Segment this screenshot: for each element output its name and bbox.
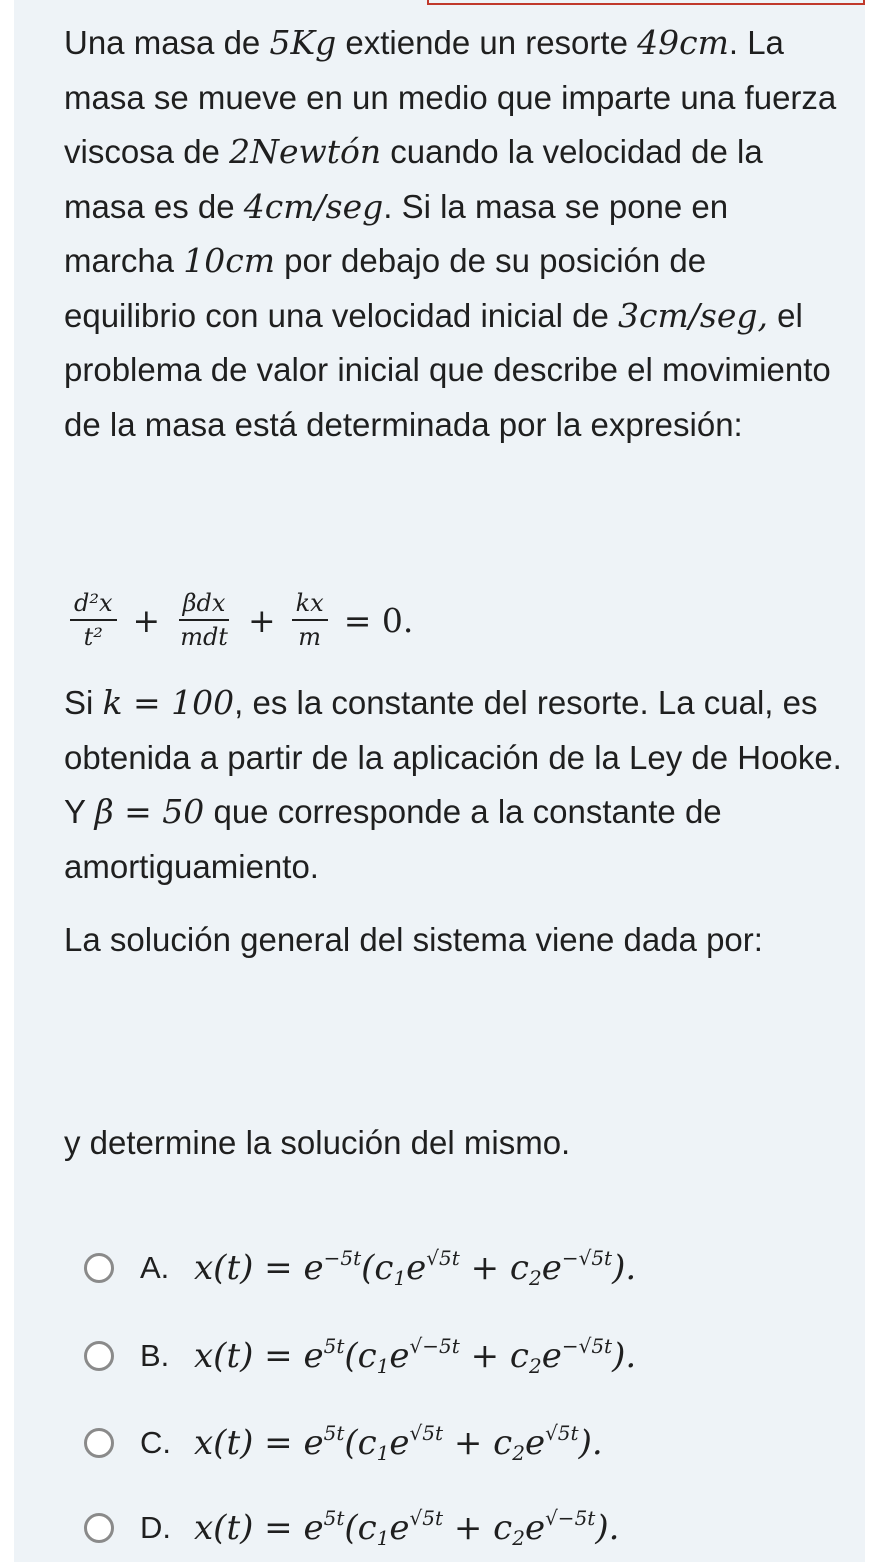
paragraph-2-text: , es la constante del resorte. La cual, es obtenida a partir de la aplicación de la Ley de Hooke. Y — [64, 684, 842, 830]
paragraph-2-text: Si — [64, 684, 103, 721]
radio-button[interactable] — [84, 1428, 114, 1458]
radio-button[interactable] — [84, 1341, 114, 1371]
option-expression — [194, 1506, 619, 1550]
fraction-1-denominator: t² — [83, 623, 103, 651]
option-d[interactable] — [84, 1498, 619, 1558]
option-expression — [194, 1246, 636, 1290]
option-letter: A. — [140, 1250, 170, 1285]
fraction-2 — [176, 589, 232, 651]
coefficient-1: (c — [361, 1248, 394, 1288]
equals-zero: = 0. — [343, 600, 414, 640]
fraction-1-numerator: d²x — [70, 589, 117, 621]
subscript-1: 1 — [376, 1354, 390, 1378]
coefficient-2: + c — [443, 1508, 513, 1548]
coefficient-2: + c — [459, 1336, 529, 1376]
subscript-1: 1 — [393, 1266, 407, 1290]
exp-base-1: e — [389, 1423, 410, 1463]
exp-base-2: e — [524, 1423, 546, 1463]
coefficient-1: (c — [344, 1336, 377, 1376]
problem-paragraph-3-wrapper — [64, 913, 844, 968]
subscript-2: 2 — [528, 1354, 542, 1378]
coefficient-1: (c — [344, 1423, 377, 1463]
option-a[interactable] — [84, 1238, 636, 1298]
problem-paragraph-3: La solución general del sistema viene dada por: — [64, 921, 763, 958]
closing-paren: ). — [612, 1248, 637, 1288]
exponent-2: −√5t — [561, 1334, 613, 1358]
top-accent-border — [427, 0, 865, 5]
exp-base-1: e — [389, 1508, 410, 1548]
paragraph-1-text: . La masa se mueve en un medio que imparte una fuerza viscosa de — [64, 24, 837, 170]
exponent-1: √−5t — [409, 1334, 460, 1358]
fraction-2-denominator: mdt — [180, 623, 228, 651]
fraction-1 — [70, 589, 117, 651]
option-expression — [194, 1421, 603, 1465]
radio-button[interactable] — [84, 1253, 114, 1283]
paragraph-1-text: Una masa de — [64, 24, 270, 61]
paragraph-1-math: 5Kg — [269, 23, 337, 62]
coefficient-1: (c — [344, 1508, 377, 1548]
problem-paragraph-4: y determine la solución del mismo. — [64, 1124, 571, 1161]
paragraph-2-math: β = 50 — [94, 792, 205, 831]
problem-paragraph-4-wrapper — [64, 1116, 844, 1171]
paragraph-2-text: que corresponde a la constante de amortiguamiento. — [64, 793, 722, 885]
plus-sign: + — [247, 600, 276, 640]
paragraph-2-math: k = 100 — [102, 683, 235, 722]
paragraph-1-math: 49cm — [637, 23, 729, 62]
subscript-1: 1 — [376, 1441, 390, 1465]
paragraph-1-text: el problema de valor inicial que describe el movimiento de la masa está determinada por la expresión: — [64, 296, 831, 443]
subscript-1: 1 — [376, 1526, 390, 1550]
fraction-3 — [292, 589, 328, 651]
option-letter: C. — [140, 1425, 171, 1460]
coefficient-2: + c — [459, 1248, 529, 1288]
fraction-2-numerator: βdx — [179, 589, 230, 621]
radio-button[interactable] — [84, 1513, 114, 1543]
coefficient-2: + c — [443, 1423, 513, 1463]
paragraph-1-text: . Si la masa se pone en marcha — [64, 187, 729, 279]
paragraph-1-math: 4cm/seg — [243, 186, 384, 226]
exponent: 5t — [323, 1506, 345, 1530]
paragraph-1-math: 2Newtón — [229, 132, 382, 171]
differential-equation — [64, 580, 423, 660]
option-letter: D. — [140, 1510, 171, 1545]
closing-paren: ). — [612, 1336, 637, 1376]
paragraph-1-text: por debajo de su posición de equilibrio con una velocidad inicial de — [64, 242, 707, 334]
exponent: −5t — [323, 1246, 362, 1270]
exponent-2: √−5t — [545, 1506, 596, 1530]
subscript-2: 2 — [512, 1526, 525, 1550]
exp-base-2: e — [541, 1336, 562, 1376]
plus-sign: + — [132, 600, 161, 640]
problem-paragraph-2 — [64, 676, 844, 894]
exponent-2: √5t — [545, 1421, 579, 1445]
exp-base-2: e — [524, 1508, 546, 1548]
exp-base-2: e — [541, 1248, 562, 1288]
subscript-2: 2 — [512, 1441, 525, 1465]
exponent-1: √5t — [426, 1246, 460, 1270]
option-expression — [194, 1334, 636, 1378]
exponent-1: √5t — [409, 1421, 444, 1445]
problem-paragraph-2-wrapper — [64, 676, 844, 894]
closing-paren: ). — [595, 1508, 620, 1548]
lhs: x(t) = e — [194, 1423, 324, 1463]
exponent: 5t — [323, 1334, 345, 1358]
lhs: x(t) = e — [194, 1248, 324, 1288]
paragraph-1-text: cuando la velocidad de la masa es de — [64, 133, 763, 225]
subscript-2: 2 — [528, 1266, 542, 1290]
exponent-2: −√5t — [561, 1246, 613, 1270]
paragraph-1-text: extiende un resorte — [336, 24, 638, 61]
option-c[interactable] — [84, 1413, 603, 1473]
exp-base-1: e — [406, 1248, 427, 1288]
exponent: 5t — [323, 1421, 345, 1445]
problem-statement — [64, 16, 844, 452]
closing-paren: ). — [578, 1423, 603, 1463]
paragraph-1-math: 3cm/seg, — [618, 295, 768, 335]
fraction-3-denominator: m — [298, 623, 322, 651]
exp-base-1: e — [389, 1336, 410, 1376]
problem-paragraph-1 — [64, 16, 844, 452]
paragraph-1-math: 10cm — [183, 241, 275, 280]
option-b[interactable] — [84, 1326, 636, 1386]
option-letter: B. — [140, 1338, 170, 1373]
lhs: x(t) = e — [194, 1508, 324, 1548]
lhs: x(t) = e — [194, 1336, 324, 1376]
fraction-3-numerator: kx — [292, 589, 328, 621]
exponent-1: √5t — [409, 1506, 444, 1530]
